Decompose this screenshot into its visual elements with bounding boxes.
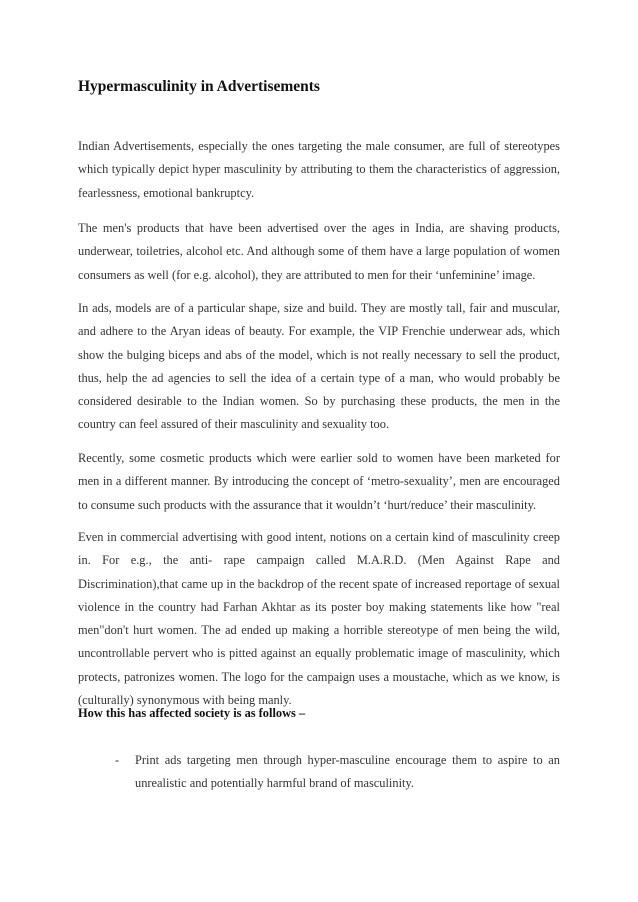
paragraph-mens-products: The men's products that have been advertised over the ages in India, are shaving products, underwear, toiletries, alcohol etc. And although some of them have a large population of women consumers as well (for e.g. alcohol), they are attributed to men for their ‘unfeminine’ image. <box>78 221 560 282</box>
paragraph-models: In ads, models are of a particular shape, size and build. They are mostly tall, fair and muscular, and adhere to the Aryan ideas of beauty. For example, the VIP Frenchie underwear ads, which show the bulging biceps and abs of the model, which is not really necessary to sell the product, thus, help the ad agencies to sell the idea of a certain type of a man, who would probably be considered desirable to the Indian women. So by purchasing these products, the men in the country can feel assured of their masculinity and sexuality too. <box>78 301 560 432</box>
document-title: Hypermasculinity in Advertisements <box>78 78 320 95</box>
bullet-item: Print ads targeting men through hyper-masculine encourage them to aspire to an unrealistic and potentially harmful brand of masculinity. <box>135 753 560 791</box>
section-subheading: How this has affected society is as follows – <box>78 706 306 720</box>
bullet-marker: - <box>115 753 120 767</box>
paragraph-stereotypes: Indian Advertisements, especially the ones targeting the male consumer, are full of stereotypes which typically depict hyper masculinity by attributing to them the characteristics of aggression, fearlessness, emotional bankruptcy. <box>78 139 560 200</box>
paragraph-metro-sexuality: Recently, some cosmetic products which were earlier sold to women have been marketed for men in a different manner. By introducing the concept of ‘metro-sexuality’, men are encouraged to consume such products with the assurance that it wouldn’t ‘hurt/reduce’ their masculinity. <box>78 451 560 512</box>
paragraph-mard-campaign: Even in commercial advertising with good intent, notions on a certain kind of masculinity creep in. For e.g., the anti- rape campaign called M.A.R.D. (Men Against Rape and Discrimination),that came up in the backdrop of the recent spate of increased reportage of sexual violence in the country had Farhan Akhtar as its poster boy making statements like how "real men"don't hurt women. The ad ended up making a horrible stereotype of men being the wild, uncontrollable pervert who is pitted against an equally problematic image of masculinity, which protects, patronizes women. The logo for the campaign uses a moustache, which as we know, is (culturally) synonymous with being manly. <box>78 530 560 708</box>
